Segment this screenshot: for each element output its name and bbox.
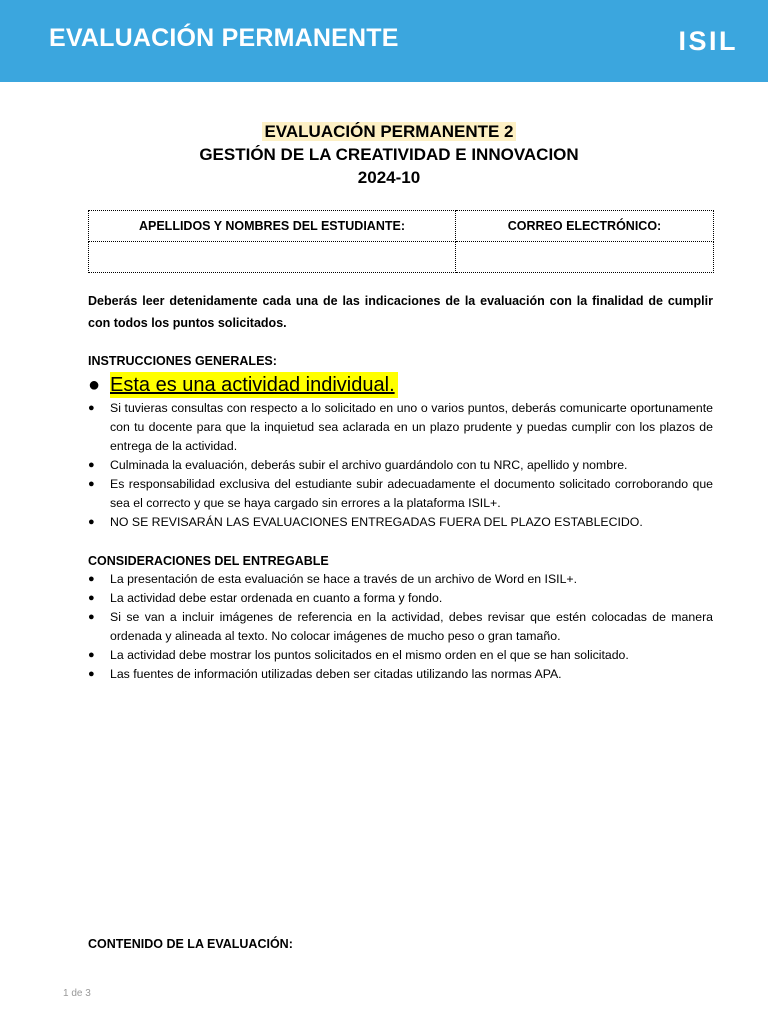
list-item: ● Si tuvieras consultas con respecto a lo solicitado en uno o varios puntos, deberás comunicarte oportunamente con tu docente para que la inquietud sea aclarada en un plazo prudente y puedas cumplir con los plazos de entrega de la actividad. <box>88 401 713 453</box>
student-name-header: APELLIDOS Y NOMBRES DEL ESTUDIANTE: <box>89 211 456 242</box>
intro-paragraph: Deberás leer detenidamente cada una de las indicaciones de la evaluación con la finalidad de cumplir con todos los puntos solicitados. <box>88 294 713 330</box>
list-item: ● Las fuentes de información utilizadas deben ser citadas utilizando las normas APA. <box>88 665 713 684</box>
highlight-text: Esta es una actividad individual. <box>110 372 398 398</box>
bullet-icon: ● <box>88 402 95 414</box>
header-title: EVALUACIÓN PERMANENTE <box>49 24 399 52</box>
instrucciones-list <box>88 399 713 532</box>
bullet-icon: ● <box>88 459 95 471</box>
highlight-bullet <box>88 372 713 398</box>
email-header: CORREO ELECTRÓNICO: <box>456 211 714 242</box>
bullet-icon: ● <box>88 573 95 585</box>
bullet-icon: ● <box>88 611 95 623</box>
evaluation-title: EVALUACIÓN PERMANENTE 2 <box>264 122 514 141</box>
consideraciones-heading: CONSIDERACIONES DEL ENTREGABLE <box>88 554 329 568</box>
list-item: ● NO SE REVISARÁN LAS EVALUACIONES ENTREGADAS FUERA DEL PLAZO ESTABLECIDO. <box>88 513 713 532</box>
bullet-icon: ● <box>88 374 101 396</box>
consideraciones-list <box>88 570 713 684</box>
bullet-icon: ● <box>88 668 95 680</box>
instrucciones-heading: INSTRUCCIONES GENERALES: <box>88 354 277 368</box>
list-item: ● La actividad debe mostrar los puntos solicitados en el mismo orden en el que se han solicitado. <box>88 646 713 665</box>
list-item: ● Si se van a incluir imágenes de referencia en la actividad, debes revisar que estén colocadas de manera ordenada y alineada al texto. No colocar imágenes de mucho peso o gran tamaño. <box>88 610 713 643</box>
list-item: ● La presentación de esta evaluación se hace a través de un archivo de Word en ISIL+. <box>88 570 713 589</box>
bullet-icon: ● <box>88 516 95 528</box>
bullet-icon: ● <box>88 649 95 661</box>
course-title: GESTIÓN DE LA CREATIVIDAD E INNOVACION <box>199 145 579 164</box>
student-info-table <box>88 210 714 273</box>
page-number: 1 de 3 <box>63 988 91 999</box>
document-body <box>88 290 713 684</box>
bullet-icon: ● <box>88 478 95 490</box>
bullet-icon: ● <box>88 592 95 604</box>
list-item: ● Culminada la evaluación, deberás subir el archivo guardándolo con tu NRC, apellido y nombre. <box>88 456 713 475</box>
isil-logo: ISIL <box>678 26 738 56</box>
contenido-heading: CONTENIDO DE LA EVALUACIÓN: <box>88 937 293 951</box>
email-field[interactable] <box>456 242 714 273</box>
list-item: ● Es responsabilidad exclusiva del estudiante subir adecuadamente el documento solicitado corroborando que sea el correcto y que se haya cargado sin errores a la plataforma ISIL+. <box>88 477 713 510</box>
list-item: ● La actividad debe estar ordenada en cuanto a forma y fondo. <box>88 589 713 608</box>
student-name-field[interactable] <box>89 242 456 273</box>
document-titles <box>0 120 768 189</box>
header-band <box>0 0 768 82</box>
term-title: 2024-10 <box>357 168 421 187</box>
